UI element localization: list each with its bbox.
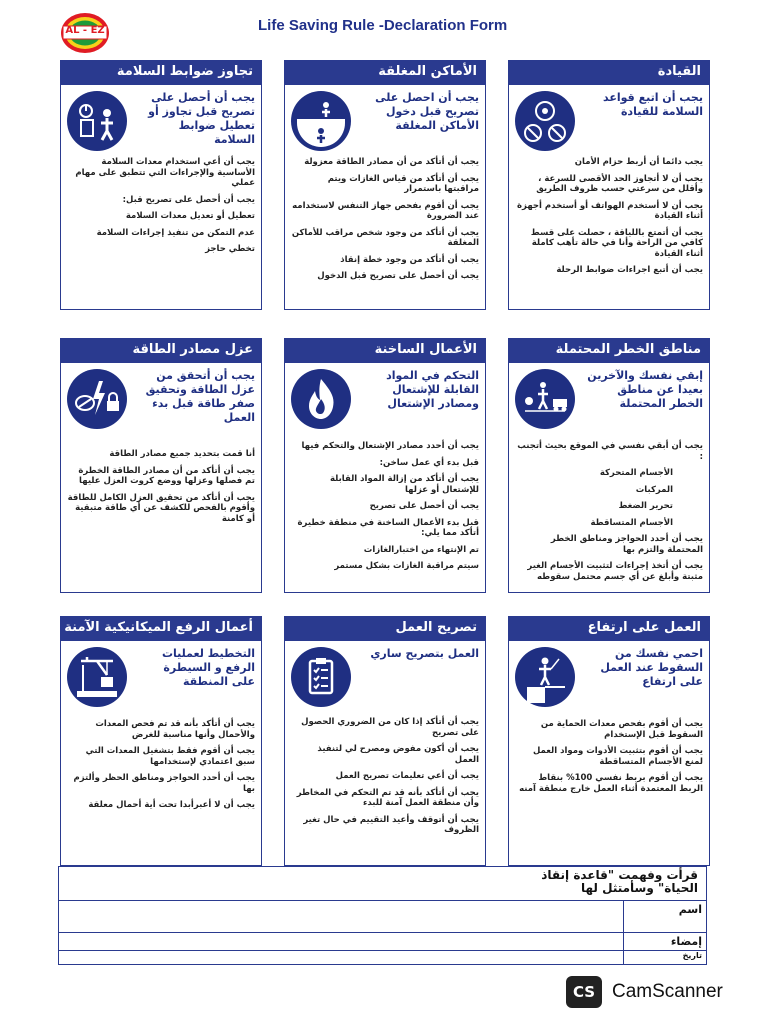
energy-isolation-icon [67, 369, 127, 429]
form-title: Life Saving Rule -Declaration Form [258, 17, 508, 34]
card-intro: يجب أن اتبع قواعد السلامة للقيادة [603, 91, 703, 118]
list-item: يجب أن أتوقف وأعيد التقييم في حال تغير الظروف [303, 814, 479, 835]
hot-work-icon [291, 369, 351, 429]
safe-lifting-icon [67, 647, 127, 707]
card-title: العمل على ارتفاع [509, 617, 709, 641]
list-item: يجب أن أحصل على تصريح قبل الدخول [317, 271, 479, 281]
card-work-permit [284, 616, 486, 866]
list-item: يجب أن أقوم بربط نفسي 100% بنقاط الربط المعتمدة أثناء العمل خارج منطقة آمنه [519, 773, 703, 794]
list-item: تم الإنتهاء من اختبارالغازات [363, 544, 479, 555]
list-item: قبل بدء أي عمل ساخن: [379, 457, 479, 468]
list-item: يجب أن أتأكد من أن مصادر الطاقة معزولة [304, 157, 479, 167]
card-working-at-height [508, 616, 710, 866]
list-item: يجب أن أتأكد إذا كان من الضروري الحصول على تصريح [301, 717, 479, 738]
card-line-of-fire [508, 338, 710, 593]
card-override-controls [60, 60, 262, 310]
list-item: أنا قمت بتحديد جميع مصادر الطاقة [109, 449, 255, 459]
list-item: يجب أن أتبع اجراءات ضوابط الرحلة [556, 265, 703, 275]
card-title: الأماكن المغلقة [285, 61, 485, 85]
list-item: تعطيل أو تعديل معدات السلامة [125, 211, 255, 221]
card-title: الأعمال الساخنة [285, 339, 485, 363]
list-item: تخطي حاجز [205, 244, 255, 254]
card-safe-lifting [60, 616, 262, 866]
list-item: يجب أن أحصل على تصريح [369, 501, 479, 511]
list-item: يجب أن أتأكد بأنه قد تم التحكم في المخاطر وأن منطقة العمل آمنة للبدء [296, 787, 479, 808]
list-item: يجب أن أتأكد من أن مصادر الطاقة الخطرة تم فصلها وعزلها ووضع كروت العزل عليها [78, 465, 255, 486]
card-driving [508, 60, 710, 310]
work-permit-icon [291, 647, 351, 707]
card-intro: التحكم في المواد القابلة للإشتعال ومصادر الإشتعال [386, 369, 479, 410]
card-title: عزل مصادر الطاقة [61, 339, 261, 363]
list-item: يجب أن أتخذ إجراءات لتثبيت الأجسام الغير مثبتة وأبلغ عن أي جسم محتمل سقوطه [527, 561, 703, 582]
camscanner-watermark [566, 976, 723, 1008]
camscanner-logo-icon: CS [566, 976, 602, 1008]
card-intro: يجب أن أحصل على تصريح قبل تجاوز أو تعطيل ضوابط السلامة [148, 91, 255, 146]
list-item: يجب أن أقوم بفحص معدات الحماية من السقوط قبل الإستخدام [540, 719, 703, 740]
list-item: يجب أن أقوم بفحص جهاز التنفس لاستخدامه عند الضرورة [292, 200, 479, 221]
card-title: أعمال الرفع الميكانيكية الآمنة [61, 617, 261, 641]
card-intro: يجب أن أتحقق من عزل الطاقة وتحقيق صفر طاقة قبل بدء العمل [145, 369, 255, 424]
list-item: سيتم مراقبة الغازات بشكل مستمر [334, 561, 479, 571]
company-logo [60, 12, 110, 54]
list-item: يجب أن أعي تعليمات تصريح العمل [335, 771, 479, 781]
list-item: يجب أن أتأكد بأنه قد تم فحص المعدات والأحمال وأنها مناسبة للغرض [95, 719, 255, 740]
list-item: يجب أن أبقي نفسي في الموقع بحيث أتجنب : [517, 441, 703, 462]
signature-label: إمضاء [624, 933, 707, 951]
driving-icon [515, 91, 575, 151]
list-item: يجب أن أتأكد من وجود شخص مراقب للأماكن المغلقة [291, 227, 479, 248]
card-confined-space [284, 60, 486, 310]
card-intro: يجب أن احصل على تصريح قبل دخول الأماكن المغلقة [375, 91, 479, 132]
list-item: يجب أن أحدد مصادر الإشتعال والتحكم فيها [301, 441, 479, 451]
list-item: يجب أن أتأكد من إزالة المواد القابلة للإشتعال أو عزلها [329, 474, 479, 495]
list-item: يجب أن أقوم فقط بتشغيل المعدات التي سبق اعتمادي لإستخدامها [85, 746, 255, 767]
list-item: يجب أن أحدد الحواجز ومناطق الخطر المحتملة والتزم بها [550, 534, 703, 555]
list-item: الأجسام المتساقطة [590, 517, 673, 528]
list-item: يجب أن أتأكد من تحقيق العزل الكامل للطاقة وأقوم بالفحص للكشف عن أي طاقة متبقية أو كامنة [67, 492, 255, 524]
working-at-height-icon [515, 647, 575, 707]
list-item: يجب أن أعي استخدام معدات السلامة الأساسية والإجراءات التي تتطبق على مهام عملي [75, 157, 255, 188]
card-title: القيادة [509, 61, 709, 85]
list-item: يجب أن أحدد الحواجز ومناطق الحظر وألتزم بها [73, 773, 255, 794]
card-hot-work [284, 338, 486, 593]
card-intro: إبقي نفسك والآخرين بعيدا عن مناطق الخطر المحتملة [587, 369, 703, 410]
list-item: المركبات [635, 484, 673, 495]
list-item: تحرير الضغط [618, 501, 673, 511]
card-energy-isolation [60, 338, 262, 593]
card-title: تصريح العمل [285, 617, 485, 641]
card-intro: العمل بتصريح ساري [370, 647, 479, 660]
card-intro: التخطيط لعمليات الرفع و السيطرة على المنطقة [161, 647, 255, 688]
list-item: يجب أن أكون مفوض ومصرح لي لتنفيذ العمل [317, 744, 479, 765]
camscanner-brand: CamScanner [612, 981, 723, 1002]
name-field[interactable] [59, 901, 624, 933]
card-title: تجاوز ضوابط السلامة [61, 61, 261, 85]
confined-space-icon [291, 91, 351, 151]
list-item: يجب أن أقوم بتثبيت الأدوات ومواد العمل لمنع الأجسام المتساقطة [532, 746, 703, 767]
card-intro: احمي نفسك من السقوط عند العمل على ارتفاع [600, 647, 703, 688]
name-label: اسم [624, 901, 707, 933]
list-item: يجب دائما أن أربط حزام الأمان [574, 157, 703, 167]
list-item: يجب أن أتأكد من قياس الغازات ويتم مراقبتها باستمرار [327, 173, 479, 194]
override-controls-icon [67, 91, 127, 151]
list-item: الأجسام المتحركة [599, 468, 673, 478]
list-item: عدم التمكن من تنفيذ إجراءات السلامة [96, 227, 255, 238]
declaration-table [58, 866, 707, 965]
list-item: يجب أن لا أتجاوز الحد الأقصى للسرعة ، وأقلل من سرعتي حسب ظروف الطريق [536, 173, 703, 194]
list-item: يجب أن أتمتع باللياقة ، حصلت على قسط كافي من الراحة وأنا في حالة تأهب كاملة أثناء القيادة [530, 227, 703, 259]
date-field[interactable] [59, 951, 624, 965]
declaration-statement: قرأت وفهمت "قاعدة إنقاذ الحياة" وسأمتثل لها [59, 867, 707, 901]
signature-field[interactable] [59, 933, 624, 951]
list-item: يجب أن لا أستخدم الهواتف أو أستخدم أجهزة أثناء القيادة [517, 200, 703, 221]
list-item: يجب أن أتأكد من وجود خطة إنقاذ [340, 254, 479, 265]
date-label: تاريخ [624, 951, 707, 965]
logo-text: AL - EZ [65, 25, 105, 36]
list-item: يجب أن أحصل على تصريح قبل: [122, 194, 255, 205]
line-of-fire-icon [515, 369, 575, 429]
list-item: قبل بدء الأعمال الساخنة في منطقة خطيرة أتأكد مما يلي: [297, 517, 479, 538]
list-item: يجب أن لا أعبرأبدا تحت أية أحمال معلقة [88, 800, 255, 810]
card-title: مناطق الخطر المحتملة [509, 339, 709, 363]
